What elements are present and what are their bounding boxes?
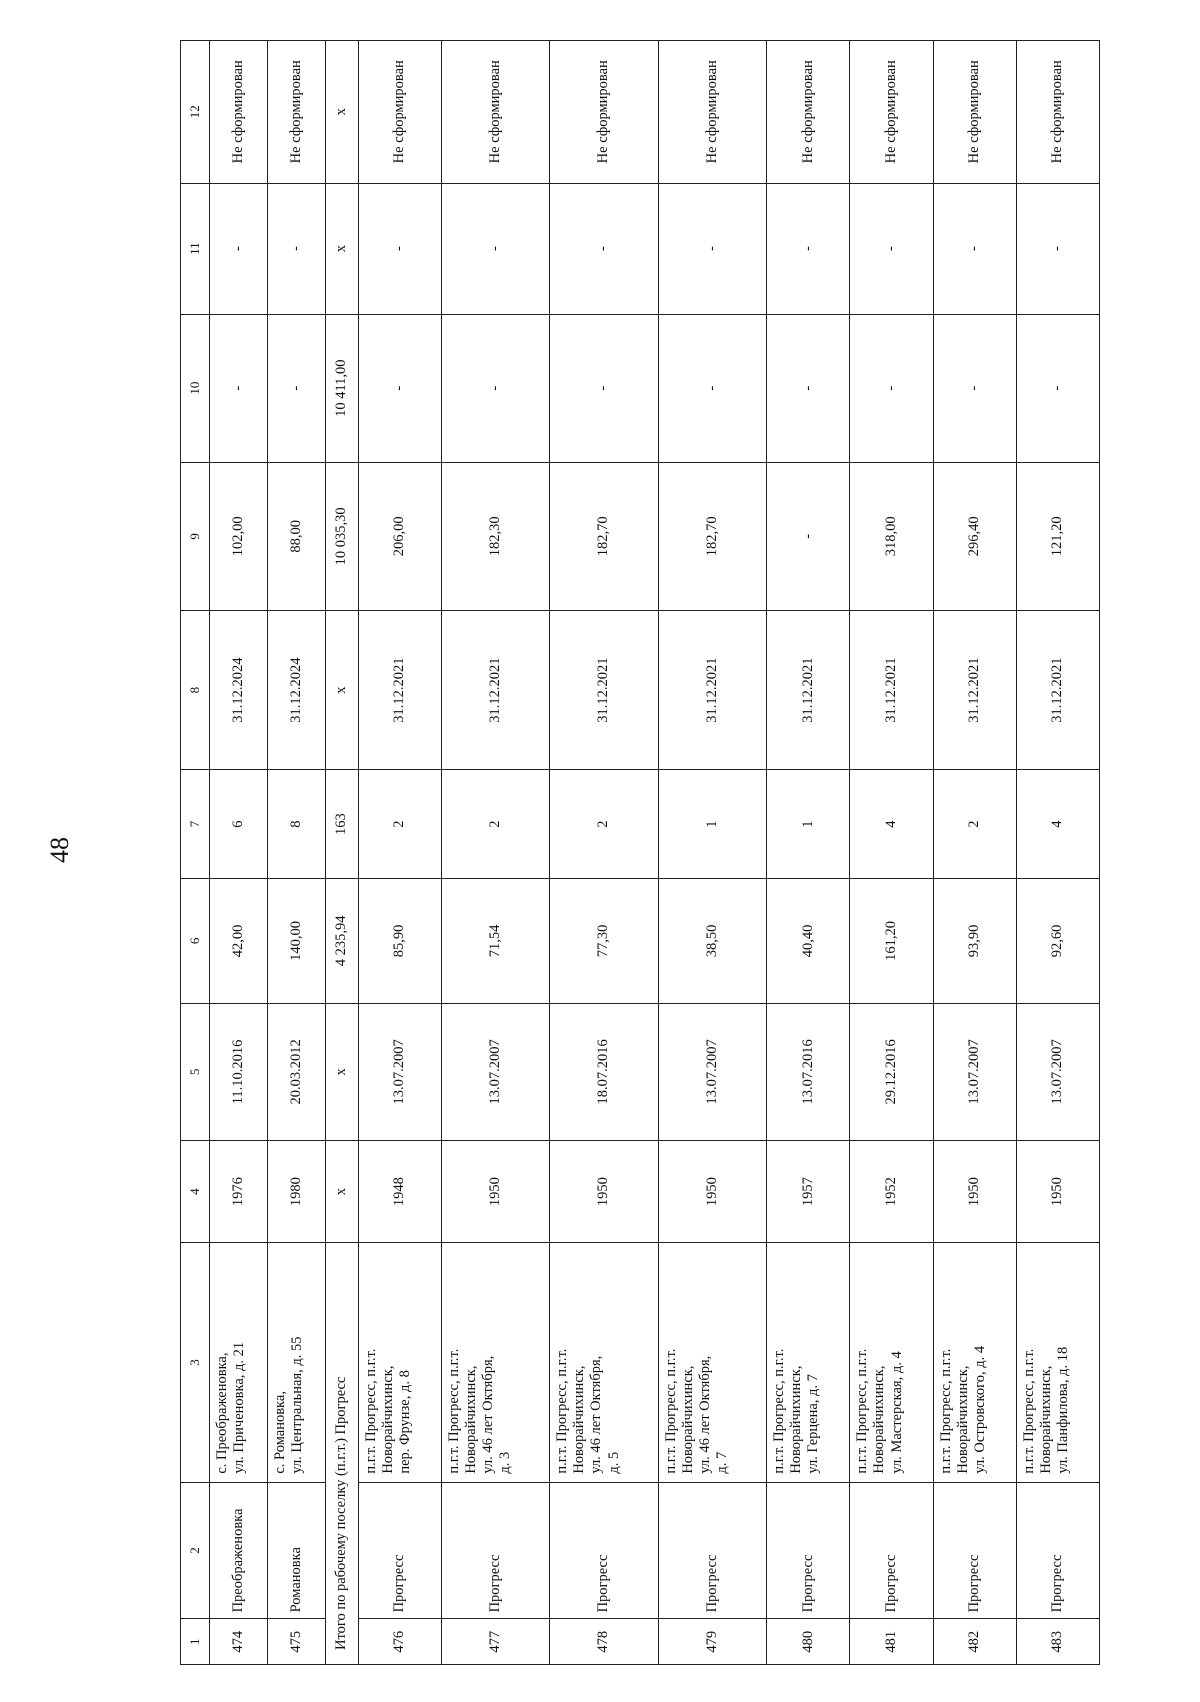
address-line: п.г.т. Прогресс, п.г.т. bbox=[937, 1348, 954, 1474]
column-number: 12 bbox=[181, 41, 210, 184]
address-line: д. 5 bbox=[605, 1451, 622, 1474]
status-cell: Не сформирован bbox=[850, 41, 933, 184]
date-cell: 29.12.2016 bbox=[850, 1004, 933, 1141]
settle-area-cell: 296,40 bbox=[933, 462, 1016, 610]
date-cell: 13.07.2007 bbox=[1016, 1004, 1099, 1141]
year-cell: 1950 bbox=[933, 1140, 1016, 1243]
table-row bbox=[267, 41, 325, 1665]
status-cell: Не сформирован bbox=[358, 41, 441, 184]
address-line: Новорайчихинск, bbox=[1037, 1365, 1054, 1474]
year-cell: 1976 bbox=[210, 1140, 268, 1243]
col10-cell: - bbox=[358, 314, 441, 462]
address-cell bbox=[267, 1243, 325, 1482]
status-cell: x bbox=[325, 41, 358, 184]
col10-cell: - bbox=[933, 314, 1016, 462]
rotated-table-wrapper bbox=[180, 40, 1100, 1665]
address-line: Новорайчихинск, bbox=[571, 1365, 588, 1474]
row-number: 482 bbox=[933, 1619, 1016, 1665]
year-cell: 1950 bbox=[441, 1140, 549, 1243]
address-line: п.г.т. Прогресс, п.г.т. bbox=[445, 1348, 462, 1474]
address-line: Новорайчихинск, bbox=[788, 1365, 805, 1474]
address-line: д. 3 bbox=[497, 1451, 514, 1474]
planned-date-cell: 31.12.2021 bbox=[658, 610, 766, 770]
planned-date-cell: 31.12.2021 bbox=[933, 610, 1016, 770]
planned-date-cell: 31.12.2021 bbox=[1016, 610, 1099, 770]
address-line: ул. 46 лет Октября, bbox=[696, 1355, 713, 1474]
total-label: Итого по рабочему поселку (п.г.т.) Прогресс bbox=[325, 1243, 358, 1665]
area-cell: 71,54 bbox=[441, 878, 549, 1003]
residents-cell: 6 bbox=[210, 770, 268, 878]
date-cell: 13.07.2007 bbox=[358, 1004, 441, 1141]
col10-cell: - bbox=[550, 314, 658, 462]
row-number: 479 bbox=[658, 1619, 766, 1665]
area-cell: 40,40 bbox=[767, 878, 850, 1003]
settle-area-cell: 121,20 bbox=[1016, 462, 1099, 610]
planned-date-cell: x bbox=[325, 610, 358, 770]
settle-area-cell: 182,70 bbox=[550, 462, 658, 610]
address-cell bbox=[658, 1243, 766, 1482]
col11-cell: - bbox=[358, 183, 441, 314]
status-cell: Не сформирован bbox=[210, 41, 268, 184]
planned-date-cell: 31.12.2021 bbox=[767, 610, 850, 770]
residents-cell: 1 bbox=[658, 770, 766, 878]
status-cell: Не сформирован bbox=[767, 41, 850, 184]
address-line: ул. 46 лет Октября, bbox=[588, 1355, 605, 1474]
area-cell: 85,90 bbox=[358, 878, 441, 1003]
year-cell: 1950 bbox=[550, 1140, 658, 1243]
address-line: п.г.т. Прогресс, п.г.т. bbox=[854, 1348, 871, 1474]
col11-cell: - bbox=[850, 183, 933, 314]
address-line: п.г.т. Прогресс, п.г.т. bbox=[771, 1348, 788, 1474]
date-cell: x bbox=[325, 1004, 358, 1141]
year-cell: 1950 bbox=[658, 1140, 766, 1243]
col11-cell: - bbox=[658, 183, 766, 314]
address-cell bbox=[850, 1243, 933, 1482]
planned-date-cell: 31.12.2021 bbox=[850, 610, 933, 770]
col11-cell: - bbox=[933, 183, 1016, 314]
locality-cell: Прогресс bbox=[658, 1482, 766, 1619]
address-cell bbox=[767, 1243, 850, 1482]
column-number: 1 bbox=[181, 1619, 210, 1665]
address-line: п.г.т. Прогресс, п.г.т. bbox=[554, 1348, 571, 1474]
residents-cell: 4 bbox=[1016, 770, 1099, 878]
address-cell bbox=[358, 1243, 441, 1482]
locality-cell: Прогресс bbox=[767, 1482, 850, 1619]
address-cell bbox=[210, 1243, 268, 1482]
address-cell bbox=[933, 1243, 1016, 1482]
col10-cell: - bbox=[658, 314, 766, 462]
settle-area-cell: 88,00 bbox=[267, 462, 325, 610]
table-row bbox=[658, 41, 766, 1665]
table-row bbox=[850, 41, 933, 1665]
row-number: 481 bbox=[850, 1619, 933, 1665]
address-line: ул. Приченовка, д. 21 bbox=[231, 1341, 248, 1474]
area-cell: 140,00 bbox=[267, 878, 325, 1003]
total-row bbox=[325, 41, 358, 1665]
address-line: Новорайчихинск, bbox=[871, 1365, 888, 1474]
date-cell: 20.03.2012 bbox=[267, 1004, 325, 1141]
address-line: ул. 46 лет Октября, bbox=[479, 1355, 496, 1474]
status-cell: Не сформирован bbox=[550, 41, 658, 184]
page-number: 48 bbox=[45, 837, 74, 863]
column-number: 10 bbox=[181, 314, 210, 462]
table-row bbox=[358, 41, 441, 1665]
residents-cell: 2 bbox=[550, 770, 658, 878]
status-cell: Не сформирован bbox=[933, 41, 1016, 184]
locality-cell: Прогресс bbox=[933, 1482, 1016, 1619]
residents-cell: 163 bbox=[325, 770, 358, 878]
date-cell: 13.07.2016 bbox=[767, 1004, 850, 1141]
address-line: п.г.т. Прогресс, п.г.т. bbox=[662, 1348, 679, 1474]
settle-area-cell: 102,00 bbox=[210, 462, 268, 610]
address-line: с. Романовка, bbox=[271, 1391, 288, 1474]
residents-cell: 4 bbox=[850, 770, 933, 878]
year-cell: 1948 bbox=[358, 1140, 441, 1243]
address-line: Новорайчихинск, bbox=[379, 1365, 396, 1474]
date-cell: 11.10.2016 bbox=[210, 1004, 268, 1141]
column-number: 4 bbox=[181, 1140, 210, 1243]
col11-cell: - bbox=[767, 183, 850, 314]
row-number: 475 bbox=[267, 1619, 325, 1665]
year-cell: 1952 bbox=[850, 1140, 933, 1243]
address-line: д. 7 bbox=[713, 1451, 730, 1474]
address-line: ул. Герцена, д. 7 bbox=[805, 1374, 822, 1474]
table-row bbox=[933, 41, 1016, 1665]
area-cell: 161,20 bbox=[850, 878, 933, 1003]
col10-cell: - bbox=[1016, 314, 1099, 462]
row-number: 478 bbox=[550, 1619, 658, 1665]
address-line: ул. Панфилова, д. 18 bbox=[1054, 1346, 1071, 1474]
table-row bbox=[550, 41, 658, 1665]
row-number: 483 bbox=[1016, 1619, 1099, 1665]
year-cell: 1950 bbox=[1016, 1140, 1099, 1243]
col11-cell: - bbox=[1016, 183, 1099, 314]
year-cell: 1980 bbox=[267, 1140, 325, 1243]
status-cell: Не сформирован bbox=[1016, 41, 1099, 184]
row-number: 477 bbox=[441, 1619, 549, 1665]
column-number: 11 bbox=[181, 183, 210, 314]
status-cell: Не сформирован bbox=[267, 41, 325, 184]
row-number: 474 bbox=[210, 1619, 268, 1665]
date-cell: 13.07.2007 bbox=[658, 1004, 766, 1141]
date-cell: 13.07.2007 bbox=[441, 1004, 549, 1141]
col10-cell: - bbox=[441, 314, 549, 462]
date-cell: 18.07.2016 bbox=[550, 1004, 658, 1141]
residents-cell: 1 bbox=[767, 770, 850, 878]
col10-cell: 10 411,00 bbox=[325, 314, 358, 462]
year-cell: 1957 bbox=[767, 1140, 850, 1243]
locality-cell: Прогресс bbox=[441, 1482, 549, 1619]
address-line: Новорайчихинск, bbox=[679, 1365, 696, 1474]
area-cell: 4 235,94 bbox=[325, 878, 358, 1003]
area-cell: 77,30 bbox=[550, 878, 658, 1003]
address-cell bbox=[550, 1243, 658, 1482]
planned-date-cell: 31.12.2021 bbox=[358, 610, 441, 770]
row-number: 476 bbox=[358, 1619, 441, 1665]
status-cell: Не сформирован bbox=[658, 41, 766, 184]
column-number: 3 bbox=[181, 1243, 210, 1482]
residents-cell: 2 bbox=[441, 770, 549, 878]
locality-cell: Прогресс bbox=[550, 1482, 658, 1619]
col10-cell: - bbox=[767, 314, 850, 462]
column-number: 7 bbox=[181, 770, 210, 878]
col11-cell: - bbox=[550, 183, 658, 314]
column-number: 5 bbox=[181, 1004, 210, 1141]
date-cell: 13.07.2007 bbox=[933, 1004, 1016, 1141]
area-cell: 92,60 bbox=[1016, 878, 1099, 1003]
address-line: п.г.т. Прогресс, п.г.т. bbox=[362, 1348, 379, 1474]
locality-cell: Прогресс bbox=[1016, 1482, 1099, 1619]
settle-area-cell: 182,30 bbox=[441, 462, 549, 610]
locality-cell: Прогресс bbox=[358, 1482, 441, 1619]
settle-area-cell: 206,00 bbox=[358, 462, 441, 610]
planned-date-cell: 31.12.2024 bbox=[267, 610, 325, 770]
table-row bbox=[1016, 41, 1099, 1665]
column-number: 2 bbox=[181, 1482, 210, 1619]
column-number: 6 bbox=[181, 878, 210, 1003]
col11-cell: - bbox=[210, 183, 268, 314]
col11-cell: - bbox=[441, 183, 549, 314]
locality-cell: Романовка bbox=[267, 1482, 325, 1619]
col10-cell: - bbox=[267, 314, 325, 462]
address-line: пер. Фрунзе, д. 8 bbox=[396, 1370, 413, 1474]
address-line: Новорайчихинск, bbox=[462, 1365, 479, 1474]
status-cell: Не сформирован bbox=[441, 41, 549, 184]
address-cell bbox=[1016, 1243, 1099, 1482]
col10-cell: - bbox=[210, 314, 268, 462]
housing-table bbox=[180, 40, 1100, 1665]
area-cell: 38,50 bbox=[658, 878, 766, 1003]
residents-cell: 8 bbox=[267, 770, 325, 878]
settle-area-cell: 10 035,30 bbox=[325, 462, 358, 610]
row-number: 480 bbox=[767, 1619, 850, 1665]
address-line: Новорайчихинск, bbox=[954, 1365, 971, 1474]
col10-cell: - bbox=[850, 314, 933, 462]
year-cell: x bbox=[325, 1140, 358, 1243]
residents-cell: 2 bbox=[933, 770, 1016, 878]
col11-cell: x bbox=[325, 183, 358, 314]
col11-cell: - bbox=[267, 183, 325, 314]
address-line: п.г.т. Прогресс, п.г.т. bbox=[1020, 1348, 1037, 1474]
planned-date-cell: 31.12.2021 bbox=[550, 610, 658, 770]
area-cell: 42,00 bbox=[210, 878, 268, 1003]
address-line: с. Преображеновка, bbox=[214, 1352, 230, 1474]
planned-date-cell: 31.12.2021 bbox=[441, 610, 549, 770]
settle-area-cell: - bbox=[767, 462, 850, 610]
column-number: 8 bbox=[181, 610, 210, 770]
address-cell bbox=[441, 1243, 549, 1482]
residents-cell: 2 bbox=[358, 770, 441, 878]
locality-cell: Преображеновка bbox=[210, 1482, 268, 1619]
table-row bbox=[767, 41, 850, 1665]
settle-area-cell: 182,70 bbox=[658, 462, 766, 610]
planned-date-cell: 31.12.2024 bbox=[210, 610, 268, 770]
address-line: ул. Островского, д. 4 bbox=[971, 1345, 988, 1474]
column-number: 9 bbox=[181, 462, 210, 610]
address-line: ул. Мастерская, д. 4 bbox=[888, 1351, 905, 1474]
settle-area-cell: 318,00 bbox=[850, 462, 933, 610]
table-row bbox=[210, 41, 268, 1665]
area-cell: 93,90 bbox=[933, 878, 1016, 1003]
locality-cell: Прогресс bbox=[850, 1482, 933, 1619]
table-row bbox=[441, 41, 549, 1665]
column-number-row bbox=[181, 41, 210, 1665]
address-line: ул. Центральная, д. 55 bbox=[289, 1336, 306, 1474]
